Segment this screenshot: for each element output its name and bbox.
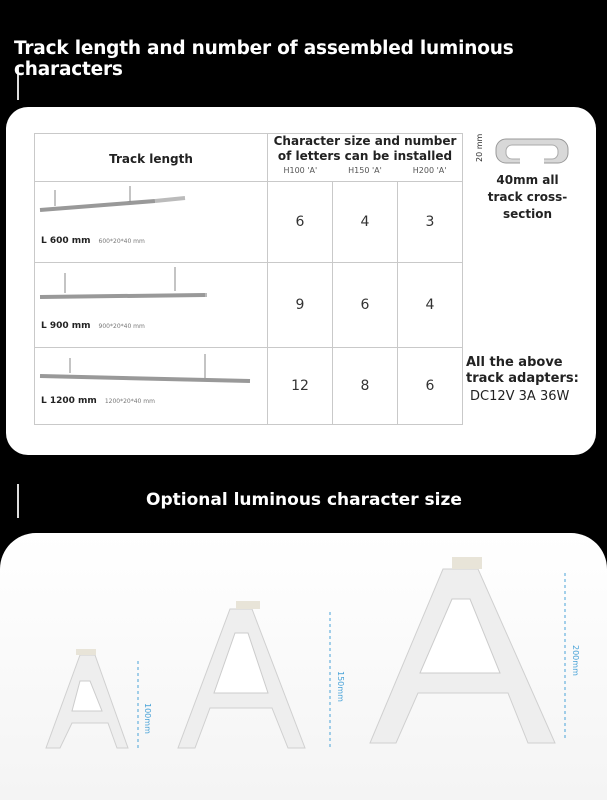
letter-100 bbox=[46, 649, 152, 748]
count-1200-h150: 8 bbox=[333, 348, 398, 425]
count-900-h200: 4 bbox=[398, 263, 463, 348]
track-1200-label: L 1200 mm bbox=[41, 396, 97, 406]
track-length-header-cell bbox=[35, 134, 268, 182]
letter-150 bbox=[178, 601, 345, 748]
heading-size: Optional luminous character size bbox=[146, 490, 462, 510]
track-600-label: L 600 mm bbox=[41, 236, 91, 246]
track-900-illustration bbox=[35, 263, 267, 343]
letter-200 bbox=[370, 557, 580, 743]
adapter-spec: DC12V 3A 36W bbox=[470, 389, 570, 404]
table-row bbox=[35, 263, 463, 348]
size-h200: H200 'A' bbox=[412, 166, 447, 175]
count-1200-h200: 6 bbox=[398, 348, 463, 425]
count-1200-h100: 12 bbox=[268, 348, 333, 425]
adapter-note: All the above track adapters: bbox=[466, 355, 579, 386]
count-900-h150: 6 bbox=[333, 263, 398, 348]
size-h150: H150 'A' bbox=[348, 166, 382, 175]
heading-track: Track length and number of assembled luminous characters bbox=[14, 38, 514, 80]
size-h100: H100 'A' bbox=[283, 166, 318, 175]
track-1200-dim: 1200*20*40 mm bbox=[104, 398, 155, 405]
track-cross-section bbox=[476, 134, 571, 174]
track-900-label: L 900 mm bbox=[41, 321, 91, 331]
count-900-h100: 9 bbox=[268, 263, 333, 348]
track-length-header: Track length bbox=[109, 152, 193, 166]
cross-section-caption: 40mm all track cross-section bbox=[487, 173, 568, 221]
track-table bbox=[34, 133, 463, 425]
track-600-illustration bbox=[35, 182, 267, 258]
height-200-label: 200mm bbox=[571, 645, 580, 676]
chars-header: Character size and number of letters can be installed bbox=[273, 134, 457, 163]
track-900-dim: 900*20*40 mm bbox=[98, 323, 145, 330]
count-600-h200: 3 bbox=[398, 182, 463, 263]
height-100-label: 100mm bbox=[143, 703, 152, 734]
track-600-dim: 600*20*40 mm bbox=[98, 238, 145, 245]
chars-header-cell bbox=[268, 134, 463, 182]
track-1200-illustration bbox=[35, 348, 267, 420]
count-600-h150: 4 bbox=[333, 182, 398, 263]
height-150-label: 150mm bbox=[336, 671, 345, 702]
heading-bar-2 bbox=[17, 484, 19, 518]
letters-illustration bbox=[0, 533, 607, 800]
count-600-h100: 6 bbox=[268, 182, 333, 263]
table-row bbox=[35, 182, 463, 263]
table-row bbox=[35, 348, 463, 425]
cross-section-height-label: 20 mm bbox=[475, 133, 484, 162]
